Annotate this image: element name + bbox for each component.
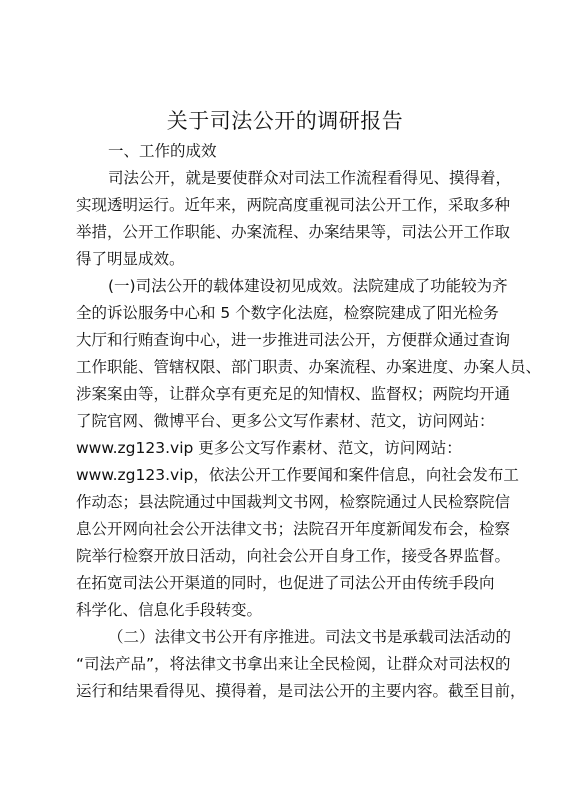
paragraph-line: 息公开网向社会公开法律文书；法院召开年度新闻发布会，检察 [76,520,511,538]
paragraph-line: 院举行检察开放日活动，向社会公开自身工作，接受各界监督。 [76,547,511,565]
paragraph-line: 在拓宽司法公开渠道的同时，也促进了司法公开由传统手段向 [76,574,495,592]
paragraph-line: 全的诉讼服务中心和 5 个数字化法庭，检察院建成了阳光检务 [76,304,499,322]
paragraph-line: 举措，公开工作职能、办案流程、办案结果等，司法公开工作取 [76,223,511,241]
paragraph-line: 得了明显成效。 [76,250,185,268]
paragraph-line: 司法公开，就是要使群众对司法工作流程看得见、摸得着， [108,169,512,187]
document-title: 关于司法公开的调研报告 [166,109,404,133]
paragraph-line: 作动态；县法院通过中国裁判文书网，检察院通过人民检察院信 [76,493,511,511]
paragraph-line: 大厅和行贿查询中心，进一步推进司法公开，方便群众通过查询 [76,331,511,349]
paragraph-line: www.zg123.vip 更多公文写作素材、范文，访问网站： [76,439,462,457]
paragraph-line: 科学化、信息化手段转变。 [76,601,263,619]
paragraph-line: 了院官网、微博平台、更多公文写作素材、范文，访问网站： [76,412,495,430]
paragraph-line: www.zg123.vip，依法公开工作要闻和案件信息，向社会发布工 [76,466,519,484]
paragraph-line: 工作职能、管辖权限、部门职责、办案流程、办案进度、办案人员、 [76,358,542,376]
paragraph-line: 运行和结果看得见、摸得着，是司法公开的主要内容。截至目前， [76,682,526,700]
paragraph-line: (一)司法公开的载体建设初见成效。法院建成了功能较为齐 [108,277,508,295]
paragraph-line: “司法产品”，将法律文书拿出来让全民检阅，让群众对司法权的 [76,655,511,673]
paragraph-line: （二）法律文书公开有序推进。司法文书是承载司法活动的 [108,628,512,646]
paragraph-line: 涉案案由等，让群众享有更充足的知情权、监督权；两院均开通 [76,385,511,403]
section-heading: 一、工作的成效 [108,142,217,160]
paragraph-line: 实现透明运行。近年来，两院高度重视司法公开工作，采取多种 [76,196,511,214]
